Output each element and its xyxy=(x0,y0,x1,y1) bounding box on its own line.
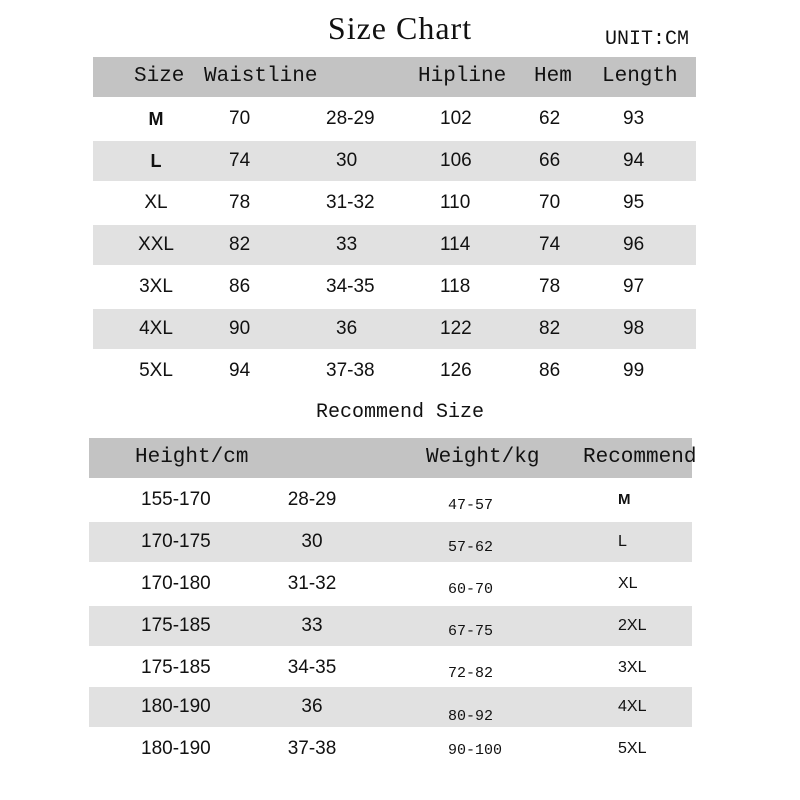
table-row xyxy=(93,183,696,223)
height-cell: 175-185 xyxy=(141,657,211,678)
waistline-inch-cell: 36 xyxy=(336,318,358,339)
recommend-size-cell: XL xyxy=(618,575,638,592)
table-row xyxy=(93,351,696,391)
table-row xyxy=(89,687,692,727)
weight-cell: 90-100 xyxy=(448,742,503,759)
table-row xyxy=(89,648,692,688)
height-cell: 180-190 xyxy=(141,696,211,717)
hem-cell: 74 xyxy=(539,234,561,255)
table-row xyxy=(93,309,696,349)
hem-cell: 66 xyxy=(539,150,561,171)
waistline-cm-cell: 70 xyxy=(229,108,251,129)
table-row xyxy=(89,729,692,769)
table-row xyxy=(89,564,692,604)
waistline-cm-cell: 94 xyxy=(229,360,251,381)
waist-cell: 33 xyxy=(301,615,323,636)
size-cell: 5XL xyxy=(139,360,173,381)
weight-cell: 60-70 xyxy=(448,581,494,598)
waist-cell: 28-29 xyxy=(287,489,337,510)
column-header-length: Length xyxy=(602,65,678,88)
recommend-size-cell: 2XL xyxy=(618,617,647,634)
waistline-inch-cell: 30 xyxy=(336,150,358,171)
recommend-size-cell: M xyxy=(618,491,631,508)
recommend-table xyxy=(89,438,697,778)
weight-cell: 80-92 xyxy=(448,708,494,725)
waistline-cm-cell: 78 xyxy=(229,192,251,213)
column-header-height: Height/cm xyxy=(135,446,249,469)
waist-cell: 37-38 xyxy=(287,738,337,759)
height-cell: 175-185 xyxy=(141,615,211,636)
recommend-size-cell: 5XL xyxy=(618,740,647,757)
length-cell: 98 xyxy=(623,318,645,339)
waistline-cm-cell: 90 xyxy=(229,318,251,339)
height-cell: 155-170 xyxy=(141,489,211,510)
hipline-cell: 102 xyxy=(440,108,472,129)
table-row xyxy=(93,267,696,307)
hipline-cell: 114 xyxy=(440,234,471,255)
size-cell: XXL xyxy=(138,234,174,255)
column-header-waistline: Waistline xyxy=(204,65,318,88)
unit-label: UNIT:CM xyxy=(605,28,690,51)
table-row xyxy=(89,522,692,562)
size-cell: M xyxy=(148,109,164,129)
column-header-hipline: Hipline xyxy=(418,65,507,88)
table-row xyxy=(93,99,696,139)
table-row xyxy=(93,225,696,265)
length-cell: 94 xyxy=(623,150,645,171)
waistline-cm-cell: 82 xyxy=(229,234,251,255)
hem-cell: 62 xyxy=(539,108,561,129)
length-cell: 97 xyxy=(623,276,645,297)
weight-cell: 57-62 xyxy=(448,539,494,556)
waist-cell: 36 xyxy=(301,696,323,717)
waistline-inch-cell: 37-38 xyxy=(326,360,375,381)
size-cell: 3XL xyxy=(139,276,173,297)
recommend-size-cell: L xyxy=(618,533,627,550)
column-header-size: Size xyxy=(134,65,185,88)
length-cell: 96 xyxy=(623,234,645,255)
waistline-inch-cell: 28-29 xyxy=(326,108,375,129)
height-cell: 180-190 xyxy=(141,738,211,759)
table-row xyxy=(89,480,692,520)
waistline-cm-cell: 74 xyxy=(229,150,251,171)
size-cell: 4XL xyxy=(139,318,173,339)
column-header-hem: Hem xyxy=(534,65,572,88)
table-row xyxy=(93,141,696,181)
weight-cell: 72-82 xyxy=(448,665,494,682)
page-title: Size Chart xyxy=(327,10,473,46)
hipline-cell: 118 xyxy=(440,276,471,297)
hipline-cell: 126 xyxy=(440,360,472,381)
hipline-cell: 106 xyxy=(440,150,472,171)
weight-cell: 67-75 xyxy=(448,623,494,640)
weight-cell: 47-57 xyxy=(448,497,494,514)
hem-cell: 86 xyxy=(539,360,561,381)
recommend-size-cell: 3XL xyxy=(618,659,647,676)
waistline-cm-cell: 86 xyxy=(229,276,251,297)
waistline-inch-cell: 31-32 xyxy=(326,192,375,213)
waist-cell: 34-35 xyxy=(287,657,337,678)
section-title-recommend: Recommend Size xyxy=(315,401,485,424)
length-cell: 99 xyxy=(623,360,645,381)
height-cell: 170-180 xyxy=(141,573,211,594)
height-cell: 170-175 xyxy=(141,531,211,552)
recommend-size-cell: 4XL xyxy=(618,698,647,715)
table-row xyxy=(89,606,692,646)
hem-cell: 78 xyxy=(539,276,561,297)
waistline-inch-cell: 34-35 xyxy=(326,276,375,297)
hem-cell: 70 xyxy=(539,192,561,213)
length-cell: 93 xyxy=(623,108,645,129)
size-cell: XL xyxy=(144,192,168,213)
size-table xyxy=(93,57,696,387)
table-header xyxy=(93,57,696,97)
column-header-weight: Weight/kg xyxy=(426,446,540,469)
hem-cell: 82 xyxy=(539,318,561,339)
waistline-inch-cell: 33 xyxy=(336,234,358,255)
column-header-recommend: Recommend xyxy=(583,446,697,469)
table-header xyxy=(89,438,697,478)
hipline-cell: 122 xyxy=(440,318,472,339)
waist-cell: 30 xyxy=(301,531,323,552)
size-cell: L xyxy=(150,151,162,171)
hipline-cell: 110 xyxy=(440,192,471,213)
waist-cell: 31-32 xyxy=(287,573,337,594)
length-cell: 95 xyxy=(623,192,645,213)
